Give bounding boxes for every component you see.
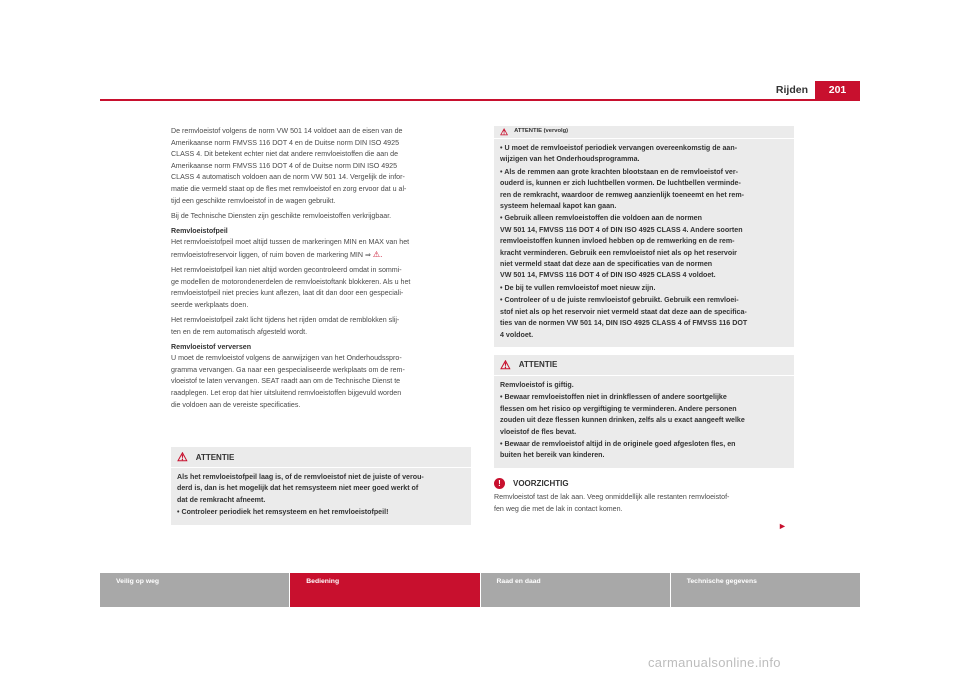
text-line: remvloeistofpeil niet precies kunt aflezen, laat dit dan door een gespeciali- [171, 289, 404, 298]
text-line: raadplegen. Let erop dat hier uitsluitend remvloeistoffen bijgevuld worden [171, 388, 402, 397]
text-line: kracht verminderen. Gebruik een remvloeistof niet als op het reservoir [500, 248, 737, 257]
level-paragraph-3 [171, 315, 471, 338]
text-line: zouden uit deze flessen kunnen drinken, zelfs als u exact aangeeft welke [500, 416, 745, 425]
page-number: 201 [815, 81, 860, 99]
bullet-item [500, 283, 788, 294]
caution-text [494, 492, 794, 515]
text-line: wijzigen van het Onderhoudsprogramma. [500, 155, 640, 164]
footer-tab[interactable]: Technische gegevens [671, 573, 860, 607]
text-line: CLASS 4 automatisch voldoen aan de norm VW 501 14. Vergelijk de infor- [171, 173, 405, 182]
footer-tab[interactable]: Bediening [290, 573, 479, 607]
text-line: ten en de rem automatisch afgesteld wordt. [171, 327, 308, 336]
text-line: matie die vermeld staat op de fles met remvloeistof en zorg ervoor dat u al- [171, 184, 407, 193]
next-page-arrow-icon: ► [778, 521, 787, 531]
warning-cont-body [494, 139, 794, 347]
caution-block [494, 478, 794, 516]
watermark: carmanualsonline.info [648, 655, 781, 670]
text-line: stof niet als op het reservoir niet vermeld staat dat deze aan de specifica- [500, 307, 747, 316]
text-line: remvloeistofreservoir liggen, of ruim boven de markering MIN ⇒ [171, 250, 371, 259]
warning-toxic-body [494, 376, 794, 468]
text-line: 4 voldoet. [500, 330, 534, 339]
text-line: flessen om het risico op vergiftiging te verminderen. Andere personen [500, 404, 737, 413]
warning-triangle-icon: ⚠ [177, 450, 188, 464]
text-line: ties van de normen VW 501 14, DIN ISO 4925 CLASS 4 of FMVSS 116 DOT [500, 319, 748, 328]
caution-title: VOORZICHTIG [513, 478, 569, 488]
warning-cont-header [494, 126, 794, 139]
bullet-item [500, 213, 788, 281]
footer-tab[interactable]: Raad en daad [481, 573, 670, 607]
text-line: Amerikaanse norm FMVSS 116 DOT 4 of de Duitse norm DIN ISO 4925 [171, 161, 398, 170]
text-line: De remvloeistof volgens de norm VW 501 14 voldoet aan de eisen van de [171, 127, 403, 135]
warning-ref-icon: ⚠. [372, 249, 383, 259]
text-line: seerde werkplaats doen. [171, 300, 249, 309]
exclamation-icon: ! [494, 478, 505, 489]
warning-triangle-icon: ⚠ [500, 127, 509, 137]
bullet-item [500, 143, 788, 166]
text-line: Controleer of u de juiste remvloeistof gebruikt. Gebruik een remvloei- [504, 296, 739, 305]
bullet-item [500, 167, 788, 213]
footer-tab[interactable]: Veilig op weg [100, 573, 289, 607]
text-line: Gebruik alleen remvloeistoffen die voldoen aan de normen [504, 214, 702, 223]
text-line: Remvloeistof tast de lak aan. Veeg onmiddellijk alle restanten remvloeistof- [494, 493, 730, 502]
bullet-item [500, 392, 788, 438]
change-heading: Remvloeistof verversen [171, 342, 252, 351]
text-line: CLASS 4. Dit betekent echter niet dat andere remvloeistoffen die aan de [171, 150, 399, 159]
text-line: U moet de remvloeistof volgens de aanwijzigen van het Onderhoudsspro- [171, 354, 402, 363]
text-line: systeem helemaal kapot kan gaan. [500, 202, 617, 211]
intro-paragraph [171, 126, 471, 207]
text-line: ge modellen de motorondenerdelen de remvloeistoftank blokkeren. Als u het [171, 277, 411, 286]
left-column [171, 126, 471, 415]
text-line: VW 501 14, FMVSS 116 DOT 4 of DIN ISO 4925 CLASS 4 voldoet. [500, 271, 716, 280]
text-line: De bij te vullen remvloeistof moet nieuw zijn. [504, 283, 656, 292]
bullet-item [500, 295, 788, 341]
text-line: VW 501 14, FMVSS 116 DOT 4 of DIN ISO 4925 CLASS 4. Andere soorten [500, 225, 743, 234]
text-line: Bewaar remvloeistoffen niet in drinkflessen of andere soortgelijke [504, 393, 727, 402]
text-line: ouderd is, kunnen er zich luchtbellen vormen. De luchtbellen verminde- [500, 179, 741, 188]
text-line: niet vermeld staat dat deze aan de specificaties van de normen [500, 260, 713, 269]
level-paragraph [171, 237, 471, 261]
text-line: ren de remkracht, waardoor de remweg aanzienlijk toeneemt en het rem- [500, 190, 745, 199]
section-title: Rijden [775, 84, 808, 96]
header-rule [100, 99, 860, 101]
service-note: Bij de Technische Diensten zijn geschikte remvloeistoffen verkrijgbaar. [171, 211, 392, 220]
warning-box-toxic [494, 355, 794, 468]
warning-text [177, 472, 465, 506]
caution-header [494, 478, 794, 490]
text-line: U moet de remvloeistof periodiek vervangen overeenkomstig de aan- [504, 144, 738, 152]
bullet-item [500, 439, 788, 462]
text-line: fen weg die met de lak in contact komen. [494, 504, 623, 513]
text-line: remvloeistoffen kunnen invloed hebben op de remwerking en de rem- [500, 237, 735, 246]
change-paragraph [171, 353, 471, 411]
text-line: Het remvloeistofpeil kan niet altijd worden gecontroleerd omdat in sommi- [171, 266, 402, 275]
footer-tabs [100, 573, 860, 607]
text-line: vloeistof de fles bevat. [500, 427, 577, 436]
text-line: tijd een geschikte remvloeistof in de wagen gebruikt. [171, 196, 336, 205]
text-line: derd is, dan is het mogelijk dat het remsysteem niet meer goed werkt of [177, 484, 419, 493]
text-line: Het remvloeistofpeil moet altijd tussen de markeringen MIN en MAX van het [171, 238, 410, 247]
warning-bullet: • Controleer periodiek het remsysteem en het remvloeistofpeil! [177, 507, 465, 518]
warning-cont-title: ATTENTIE (vervolg) [514, 128, 569, 135]
right-column [494, 126, 794, 516]
text-line: Als het remvloeistofpeil laag is, of de remvloeistof niet de juiste of verou- [177, 473, 424, 481]
warning-header [171, 447, 471, 468]
level-heading: Remvloeistofpeil [171, 226, 228, 235]
text-line: buiten het bereik van kinderen. [500, 451, 605, 460]
text-line: Amerikaanse norm FMVSS 116 DOT 4 en de Duitse norm DIN ISO 4925 [171, 138, 400, 147]
warning-toxic-header [494, 355, 794, 376]
warning-triangle-icon: ⚠ [500, 357, 511, 372]
warning-toxic-lead: Remvloeistof is giftig. [500, 380, 574, 389]
warning-title: ATTENTIE [195, 452, 235, 462]
warning-box-continued [494, 126, 794, 347]
level-paragraph-2 [171, 265, 471, 311]
text-line: Als de remmen aan grote krachten blootstaan en de remvloeistof ver- [504, 167, 738, 176]
warning-box-level [171, 447, 471, 525]
text-line: dat de remkracht afneemt. [177, 495, 266, 504]
text-line: vloeistof te laten vervangen. SEAT raadt aan om de Technische Dienst te [171, 377, 401, 386]
text-line: gramma vervangen. Ga naar een gespecialiseerde werkplaats om de rem- [171, 365, 405, 374]
text-line: die voldoen aan de vereiste specificaties. [171, 400, 301, 409]
warning-toxic-title: ATTENTIE [518, 360, 558, 370]
text-line: Het remvloeistofpeil zakt licht tijdens het rijden omdat de remblokken slij- [171, 315, 400, 324]
text-line: Bewaar de remvloeistof altijd in de originele goed afgesloten fles, en [504, 439, 736, 448]
warning-body [171, 468, 471, 525]
